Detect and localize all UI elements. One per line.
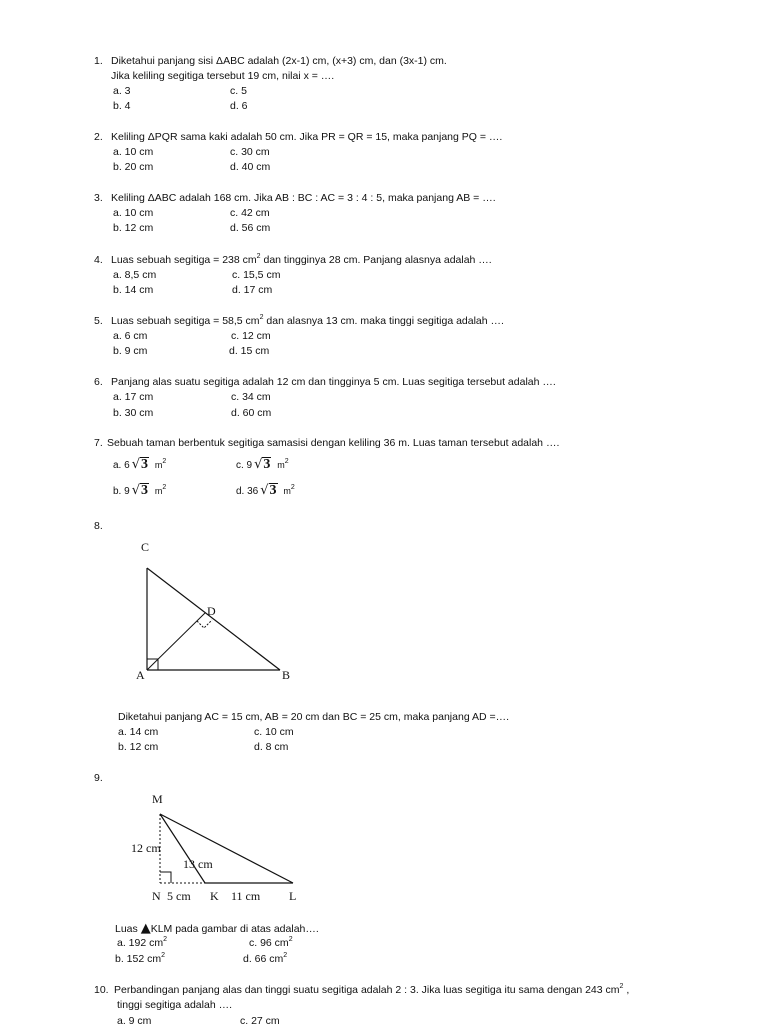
question-number: 3. [94,192,103,204]
option-c: c. 30 cm [230,146,270,158]
question-number: 8. [94,520,103,532]
label-m: M [152,792,163,806]
question-text: Luas sebuah segitiga = 238 $cm^2$ dan tingginya 28 cm. Panjang alasnya adalah …. [111,253,492,266]
label-kl: 11 cm [231,889,261,903]
question-text: Diketahui panjang sisi ΔABC adalah (2x-1) cm, (x+3) cm, dan (3x-1) cm. [111,55,447,67]
option-b: b. 9 cm [113,345,148,357]
option-b: b. 12 cm [118,741,159,753]
option-b: b. 152 $cm^2$ [115,952,166,965]
question-number: 4. [94,254,103,266]
option-d: d. 36 √3 $m^2$ [236,483,295,498]
radical-icon: √ [131,483,140,498]
option-d: d. 60 cm [231,407,272,419]
label-mn: 12 cm [131,841,161,855]
label-c: C [141,540,150,554]
side-bc [147,568,280,670]
question-number: 2. [94,131,103,143]
question-text: Keliling ΔPQR sama kaki adalah 50 cm. Jika PR = QR = 15, maka panjang PQ = …. [111,131,503,143]
question-number: 6. [94,376,103,388]
triangle-icon: ▲ [140,921,151,936]
question-text: Panjang alas suatu segitiga adalah 12 cm dan tingginya 5 cm. Luas segitiga tersebut adalah …. [111,376,556,388]
question-number: 7. [94,437,103,449]
option-a: a. 10 cm [113,146,154,158]
option-a: a. 10 cm [113,207,154,219]
option-b: b. 9 √3 $m^2$ [113,483,167,498]
question-number: 9. [94,772,103,784]
option-b: b. 30 cm [113,407,154,419]
altitude-ad [147,613,205,670]
question-text-line2: Jika keliling segitiga tersebut 19 cm, nilai x = …. [111,70,335,82]
option-b: b. 14 cm [113,284,154,296]
option-d: d. 56 cm [230,222,271,234]
question-text: Keliling ΔABC adalah 168 cm. Jika AB : BC : AC = 3 : 4 : 5, maka panjang AB = …. [111,192,496,204]
side-mk [160,814,205,883]
option-c: c. 9 √3 $m^2$ [236,457,289,472]
option-a: a. 17 cm [113,391,154,403]
question-number: 5. [94,315,103,327]
option-a: a. 6 √3 $m^2$ [113,457,167,472]
label-l: L [289,889,297,903]
radical-icon: √ [260,483,269,498]
right-angle-mark-d [197,620,212,628]
triangle-klm-figure [125,788,310,906]
option-b: b. 4 [113,100,131,112]
question-text: Diketahui panjang AC = 15 cm, AB = 20 cm dan BC = 25 cm, maka panjang AD =…. [118,711,510,723]
option-d: d. 17 cm [232,284,273,296]
label-k: K [210,889,219,903]
label-b: B [282,668,291,682]
question-text-line2: tinggi segitiga adalah …. [117,999,232,1011]
option-c: c. 27 cm [240,1015,280,1027]
option-d: d. 15 cm [229,345,270,357]
label-a: A [136,668,145,682]
option-c: c. 10 cm [254,726,294,738]
option-c: c. 12 cm [231,330,271,342]
right-angle-mark-n [160,872,171,883]
question-text: Sebuah taman berbentuk segitiga samasisi dengan keliling 36 m. Luas taman tersebut adalah …. [107,437,560,449]
option-d: d. 40 cm [230,161,271,173]
label-n: N [152,889,161,903]
question-text: Luas ▲KLM pada gambar di atas adalah…. [115,921,319,936]
option-c: c. 15,5 cm [232,269,281,281]
option-d: d. 6 [230,100,248,112]
option-d: d. 66 $cm^2$ [243,952,288,965]
side-ml [160,814,293,883]
option-c: c. 5 [230,85,247,97]
question-text: Perbandingan panjang alas dan tinggi suatu segitiga adalah 2 : 3. Jika luas segitiga itu sama dengan 243 $cm^2$ , [114,983,630,996]
option-a: a. 3 [113,85,131,97]
option-c: c. 96 $cm^2$ [249,936,293,949]
option-d: d. 8 cm [254,741,289,753]
option-a: a. 9 cm [117,1015,152,1027]
option-c: c. 34 cm [231,391,271,403]
radical-icon: √ [254,457,263,472]
option-b: b. 12 cm [113,222,154,234]
question-text: Luas sebuah segitiga = 58,5 $cm^2$ dan alasnya 13 cm. maka tinggi segitiga adalah …. [111,314,504,327]
label-mk: 13 cm [183,857,213,871]
option-a: a. 192 $cm^2$ [117,936,168,949]
option-b: b. 20 cm [113,161,154,173]
option-c: c. 42 cm [230,207,270,219]
triangle-abc-figure [130,535,300,685]
radical-icon: √ [131,457,140,472]
question-number: 1. [94,55,103,67]
question-number: 10. [94,984,109,996]
option-a: a. 6 cm [113,330,148,342]
label-d: D [207,604,216,618]
option-a: a. 14 cm [118,726,159,738]
option-a: a. 8,5 cm [113,269,157,281]
label-nk: 5 cm [167,889,191,903]
